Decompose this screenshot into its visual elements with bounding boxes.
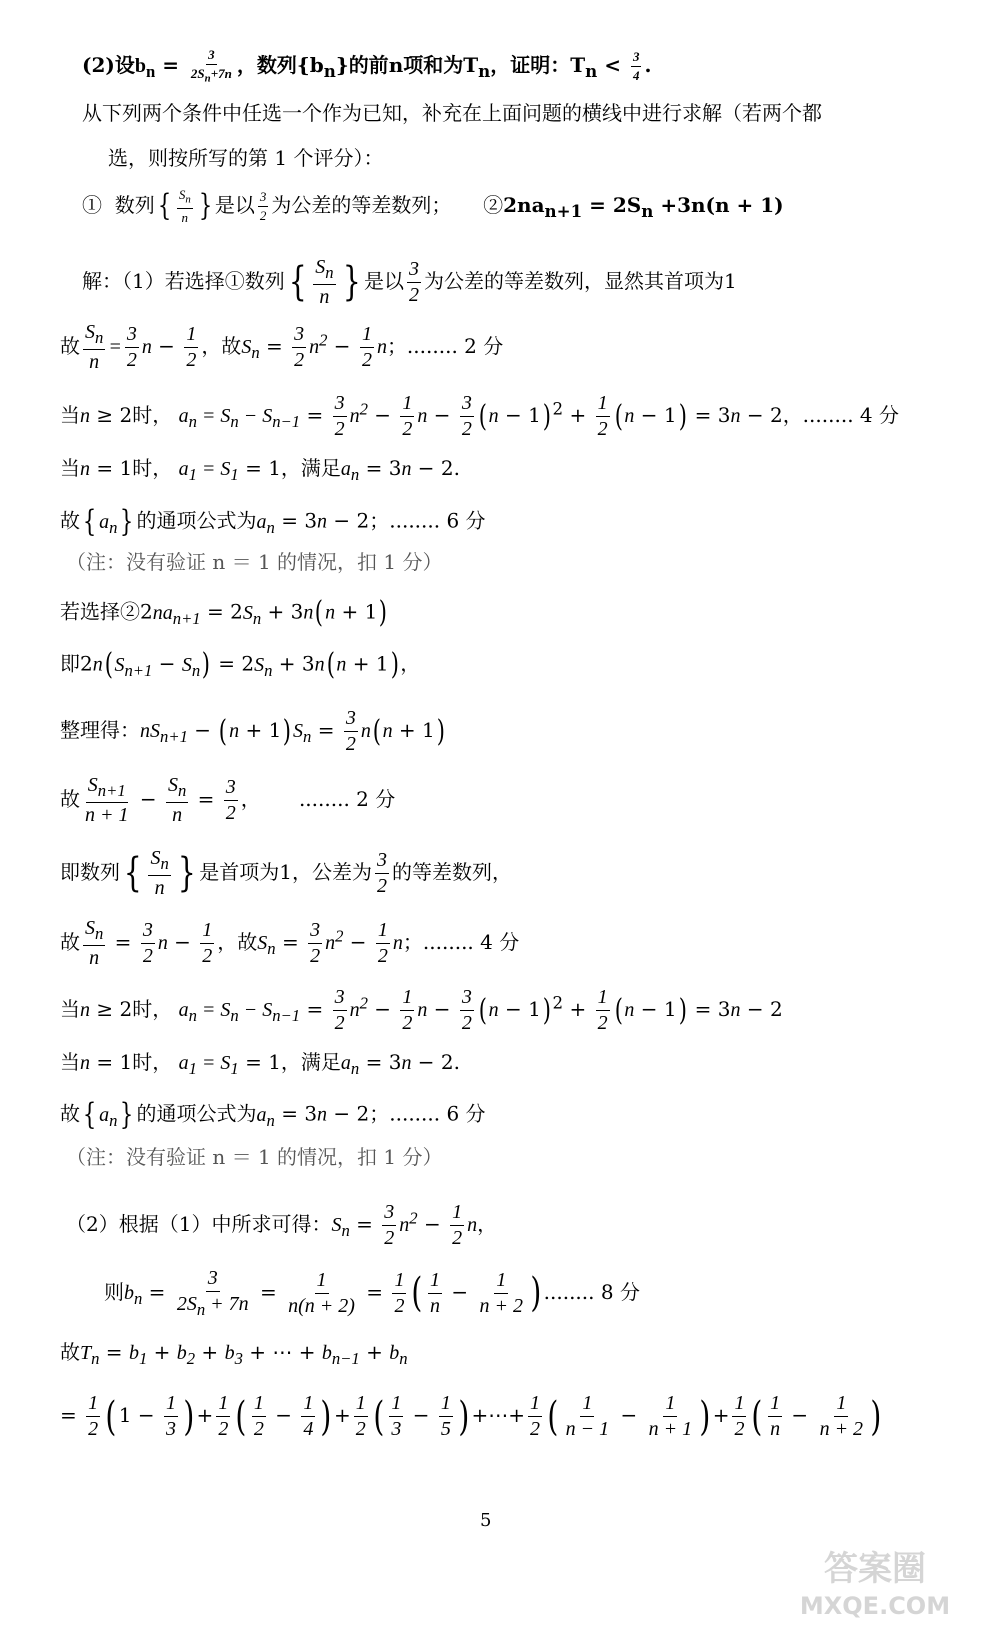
text: 当 bbox=[60, 403, 80, 427]
score-4b: ；........ 4 分 bbox=[402, 929, 520, 954]
text: 是以 bbox=[214, 192, 255, 217]
eq-an-n2-b: 当n ≥ 2时， $a_n = S_n - S_{n-1}$ = $\frac{3}{2}$ $n^2$ − $\frac{1}{2}$ n − $\frac{3}{2}$ (n − 1) $^2$ + $\frac{1}{2}$ (n − 1) = 3n − 2 bbox=[60, 986, 783, 1034]
text: 故 bbox=[60, 786, 80, 811]
part2-statement: (2)设$b_n$ = $\frac{3}{2S_n+7n}$ ，数列$\{b_n\}$的前n项和为$T_n$，证明：$T_n$ < $\frac{3}{4}$ . bbox=[82, 47, 652, 85]
watermark-bottom: MXQE.COM bbox=[799, 1592, 951, 1620]
text: 项和为 bbox=[403, 52, 464, 77]
cond2-mark: ② bbox=[483, 192, 504, 217]
eq-sn-over-n: 故 $\frac{S_n}{n}$ = $\frac{3}{2}$ n − $\frac{1}{2}$ ，故$S_n$ = $\frac{3}{2}$ $n^2$ − $\frac{1}{2}$ n；........ 2 分 bbox=[60, 321, 504, 373]
intro-line-1: 从下列两个条件中任选一个作为已知，补充在上面问题的横线中进行求解（若两个都 bbox=[82, 101, 822, 125]
text: ，证明： bbox=[490, 52, 571, 77]
eq-n1: 当n = 1时， $a_1 = S_1 = 1$，满足$a_n = 3n - 2$. bbox=[60, 456, 461, 484]
text: 时， bbox=[132, 456, 173, 480]
text: 故 bbox=[60, 1101, 80, 1126]
text: 当 bbox=[60, 1050, 80, 1074]
eq-general-term-b: 故{ $a_n$} 的通项公式为$a_n = 3n - 2$；........ 6 分 bbox=[60, 1097, 486, 1132]
text: 为公差的等差数列； bbox=[271, 192, 452, 217]
conditions-line: ① 数列{ $\frac{S_n}{n}$ } 是以 $\frac{3}{2}$ 为公差的等差数列； $②2na_{n+1} = 2S_n +3n(n + 1)$ bbox=[82, 187, 784, 225]
text: 故 bbox=[60, 333, 80, 358]
eq-zhengli: 整理得：$nS_{n+1} - (n + 1)S_n$ = $\frac{3}{2}$ n(n + 1) bbox=[60, 707, 445, 755]
text: 是首项为1，公差为 bbox=[199, 859, 372, 884]
eq-n1-b: 当n = 1时， $a_1 = S_1 = 1$，满足$a_n = 3n - 2$. bbox=[60, 1050, 461, 1078]
text: . bbox=[453, 456, 461, 480]
text: . bbox=[453, 1050, 461, 1074]
cond1-mark: ① bbox=[82, 192, 102, 217]
text: 整理得： bbox=[60, 718, 140, 742]
select-2-head: 若选择$②2na_{n+1} = 2S_n + 3n(n + 1)$ bbox=[60, 595, 388, 630]
text: 当 bbox=[60, 456, 80, 480]
note-1: （注：没有验证 n ＝ 1 的情况，扣 1 分） bbox=[66, 550, 443, 574]
score-6: ；........ 6 分 bbox=[369, 508, 486, 533]
text: 的等差数列， bbox=[391, 859, 512, 884]
text: （2）根据（1）中所求可得： bbox=[66, 1212, 332, 1236]
text: 当 bbox=[60, 997, 80, 1021]
text: 数列 bbox=[114, 192, 155, 217]
page-number: 5 bbox=[480, 1510, 492, 1531]
text: 故 bbox=[60, 1340, 80, 1364]
text: 时， bbox=[132, 403, 173, 427]
score-4: ，........ 4 分 bbox=[782, 403, 899, 427]
text: 即数列 bbox=[60, 859, 120, 884]
eq-an-n2: 当n ≥ 2时， $a_n = S_n - S_{n-1}$ = $\frac{3}{2}$ $n^2$ − $\frac{1}{2}$ n − $\frac{3}{2}$ (n − 1) $^2$ + $\frac{1}{2}$ (n − 1) = 3n − 2，........ 4 分 bbox=[60, 392, 899, 440]
text: ，满足 bbox=[280, 1050, 341, 1074]
eq-diff: 故 $\frac{S_{n+1}}{n + 1}$ − $\frac{S_n}{n}$ = $\frac{3}{2}$ ， ........ 2 分 bbox=[60, 774, 396, 826]
intro-line-2: 选，则按所写的第 1 个评分）： bbox=[108, 146, 384, 170]
eq-sn-over-n-2: 故 $\frac{S_n}{n}$ = $\frac{3}{2}$ n − $\frac{1}{2}$ ，故$S_n$ = $\frac{3}{2}$ $n^2$ − $\frac{1}{2}$ n；........ 4 分 bbox=[60, 917, 520, 969]
text: 解：（1）若选择①数列 bbox=[82, 268, 285, 293]
watermark-logo bbox=[780, 1540, 970, 1620]
text: 的通项公式为 bbox=[136, 508, 257, 533]
watermark-top: 答案圈 bbox=[824, 1549, 926, 1589]
text: 时， bbox=[132, 1050, 173, 1074]
eq-ji: 即$2n(S_{n+1} - S_n) = 2S_n + 3n(n + 1)$， bbox=[60, 647, 421, 682]
fraction: $\frac{3}{2S_n+7n}$ bbox=[190, 47, 232, 85]
text: ，故 bbox=[217, 929, 258, 954]
solve-header: 解：（1）若选择①数列{ $\frac{S_n}{n}$ } 是以 $\frac{3}{2}$ 为公差的等差数列，显然其首项为1 bbox=[82, 256, 737, 308]
text: 若选择② bbox=[60, 599, 140, 624]
text: 则 bbox=[104, 1279, 124, 1304]
text: 故 bbox=[60, 508, 80, 533]
text: 时， bbox=[132, 997, 173, 1021]
eq-general-term: 故{ $a_n$} 的通项公式为$a_n = 3n - 2$；........ 6 分 bbox=[60, 504, 486, 539]
text: ，满足 bbox=[280, 456, 341, 480]
score-6b: ；........ 6 分 bbox=[369, 1101, 486, 1126]
text: 故 bbox=[60, 929, 80, 954]
fraction: $\frac{3}{4}$ bbox=[632, 49, 640, 83]
text: 是以 bbox=[363, 268, 404, 293]
eq-tn: 故$T_n = b_1 + b_2 + b_3$ + ⋯ + $b_{n-1} + b_n$ bbox=[60, 1340, 408, 1368]
eq-bn: 则$b_n$ = $\frac{3}{2S_n + 7n}$ = $\frac{1}{n(n + 2)}$ = $\frac{1}{2}$ ( $\frac{1}{n}$ − $\frac{1}{n + 2}$ ) ........ 8 分 bbox=[104, 1267, 640, 1319]
text: ，数列 bbox=[236, 52, 297, 77]
text: 的前 bbox=[348, 52, 389, 77]
text: (2)设 bbox=[82, 52, 135, 77]
score-8: ........ 8 分 bbox=[543, 1279, 640, 1304]
text: 为公差的等差数列，显然其首项为1 bbox=[423, 268, 737, 293]
text: ，故 bbox=[201, 333, 242, 358]
score-2b: ........ 2 分 bbox=[298, 786, 396, 811]
text: 即 bbox=[60, 651, 80, 676]
text: 的通项公式为 bbox=[136, 1101, 257, 1126]
eq-ji-shulie: 即数列{ $\frac{S_n}{n}$ } 是首项为1，公差为 $\frac{3}{2}$ 的等差数列， bbox=[60, 847, 512, 899]
eq-tn-expand: = $\frac{1}{2}$ ( 1 − $\frac{1}{3}$ ) + $\frac{1}{2}$ ( $\frac{1}{2}$ − $\frac{1}{4}$ ) + $\frac{1}{2}$ ( $\frac{1}{3}$ − $\frac{1}{5}$ ) +⋯+ $\frac{1}{2}$ ( $\frac{1}{n - 1}$ − $\frac{1}{n + 1}$ ) + $\frac{1}{2}$ ( $\frac{1}{n}$ − $\frac{1}{n + 2}$ ) bbox=[60, 1392, 882, 1440]
note-2: （注：没有验证 n ＝ 1 的情况，扣 1 分） bbox=[66, 1145, 443, 1169]
part2-solve: （2）根据（1）中所求可得：$S_n$ = $\frac{3}{2}$ $n^2$ − $\frac{1}{2}$ n， bbox=[66, 1201, 498, 1249]
score-2: ；........ 2 分 bbox=[386, 333, 504, 358]
